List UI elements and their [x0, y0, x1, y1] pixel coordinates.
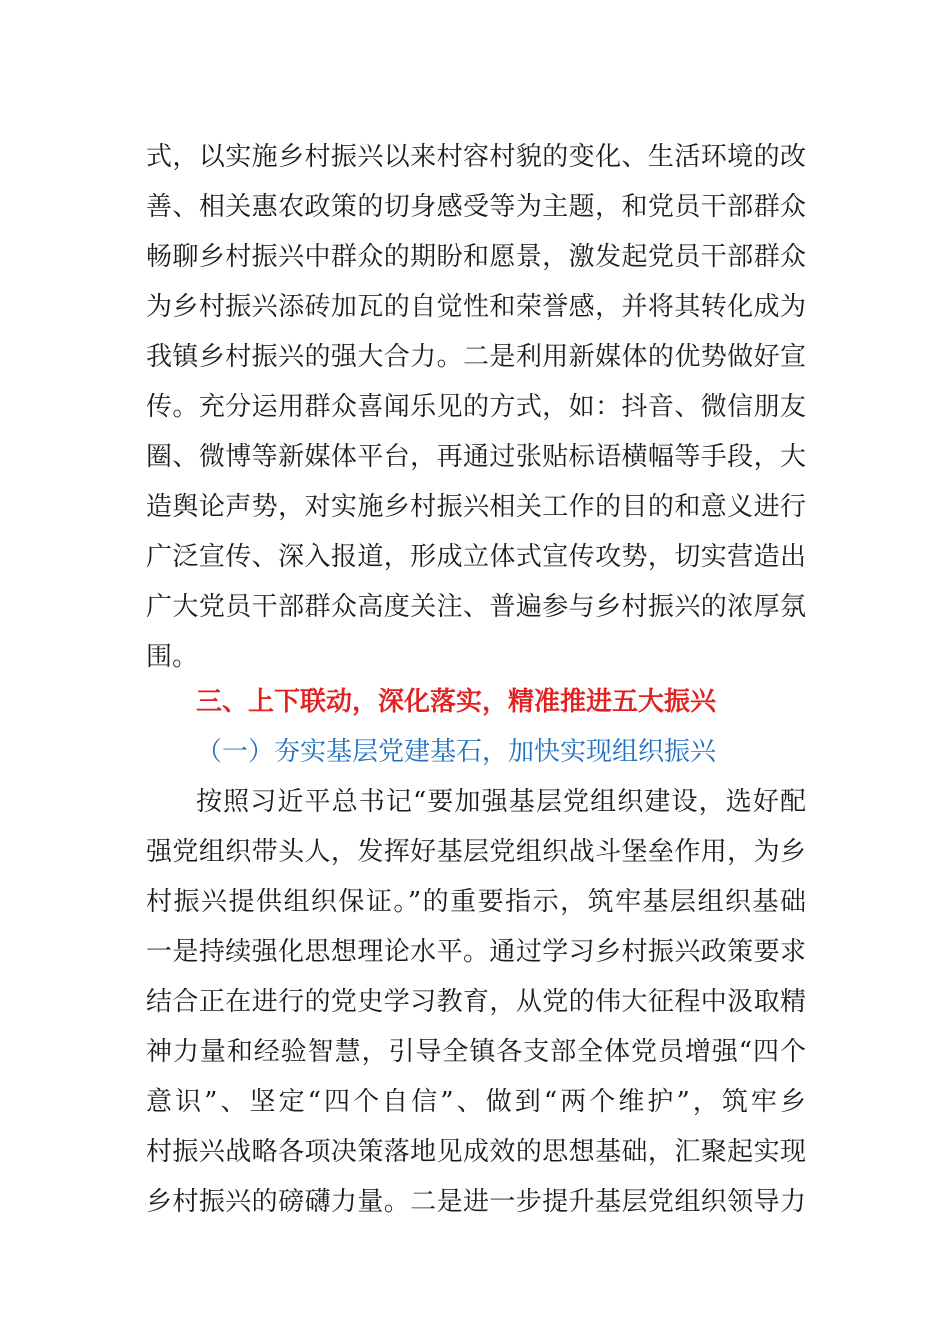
- paragraph-line: 圈、微博等新媒体平台，再通过张贴标语横幅等手段，大: [146, 442, 806, 472]
- subsection-heading: （一）夯实基层党建基石，加快实现组织振兴: [196, 737, 717, 767]
- paragraph-line: 村振兴提供组织保证。”的重要指示，筑牢基层组织基础: [146, 887, 806, 917]
- paragraph-line: 传。充分运用群众喜闻乐见的方式，如：抖音、微信朋友: [146, 392, 806, 422]
- section-heading: 三、上下联动，深化落实，精准推进五大振兴: [196, 687, 717, 717]
- paragraph-line: 造舆论声势，对实施乡村振兴相关工作的目的和意义进行: [146, 492, 806, 522]
- paragraph-line: 畅聊乡村振兴中群众的期盼和愿景，激发起党员干部群众: [146, 242, 806, 272]
- paragraph-line: 广泛宣传、深入报道，形成立体式宣传攻势，切实营造出: [146, 542, 806, 572]
- paragraph-line: 神力量和经验智慧，引导全镇各支部全体党员增强“四个: [146, 1037, 806, 1067]
- paragraph-line: 围。: [146, 642, 199, 672]
- paragraph-line: 善、相关惠农政策的切身感受等为主题，和党员干部群众: [146, 192, 806, 222]
- paragraph-line: 意识”、坚定“四个自信”、做到“两个维护”，筑牢乡: [146, 1087, 806, 1117]
- paragraph-line: 结合正在进行的党史学习教育，从党的伟大征程中汲取精: [146, 987, 806, 1017]
- paragraph-line: 我镇乡村振兴的强大合力。二是利用新媒体的优势做好宣: [146, 342, 806, 372]
- paragraph-line: 为乡村振兴添砖加瓦的自觉性和荣誉感，并将其转化成为: [146, 292, 806, 322]
- paragraph-line: 式，以实施乡村振兴以来村容村貌的变化、生活环境的改: [146, 142, 806, 172]
- paragraph-line: 强党组织带头人，发挥好基层党组织战斗堡垒作用，为乡: [146, 837, 806, 867]
- paragraph-line: 一是持续强化思想理论水平。通过学习乡村振兴政策要求: [146, 937, 806, 967]
- paragraph-line: 村振兴战略各项决策落地见成效的思想基础，汇聚起实现: [146, 1137, 806, 1167]
- paragraph-line: 广大党员干部群众高度关注、普遍参与乡村振兴的浓厚氛: [146, 592, 806, 622]
- paragraph-line: 按照习近平总书记“要加强基层党组织建设，选好配: [196, 787, 806, 817]
- paragraph-line: 乡村振兴的磅礴力量。二是进一步提升基层党组织领导力: [146, 1187, 806, 1217]
